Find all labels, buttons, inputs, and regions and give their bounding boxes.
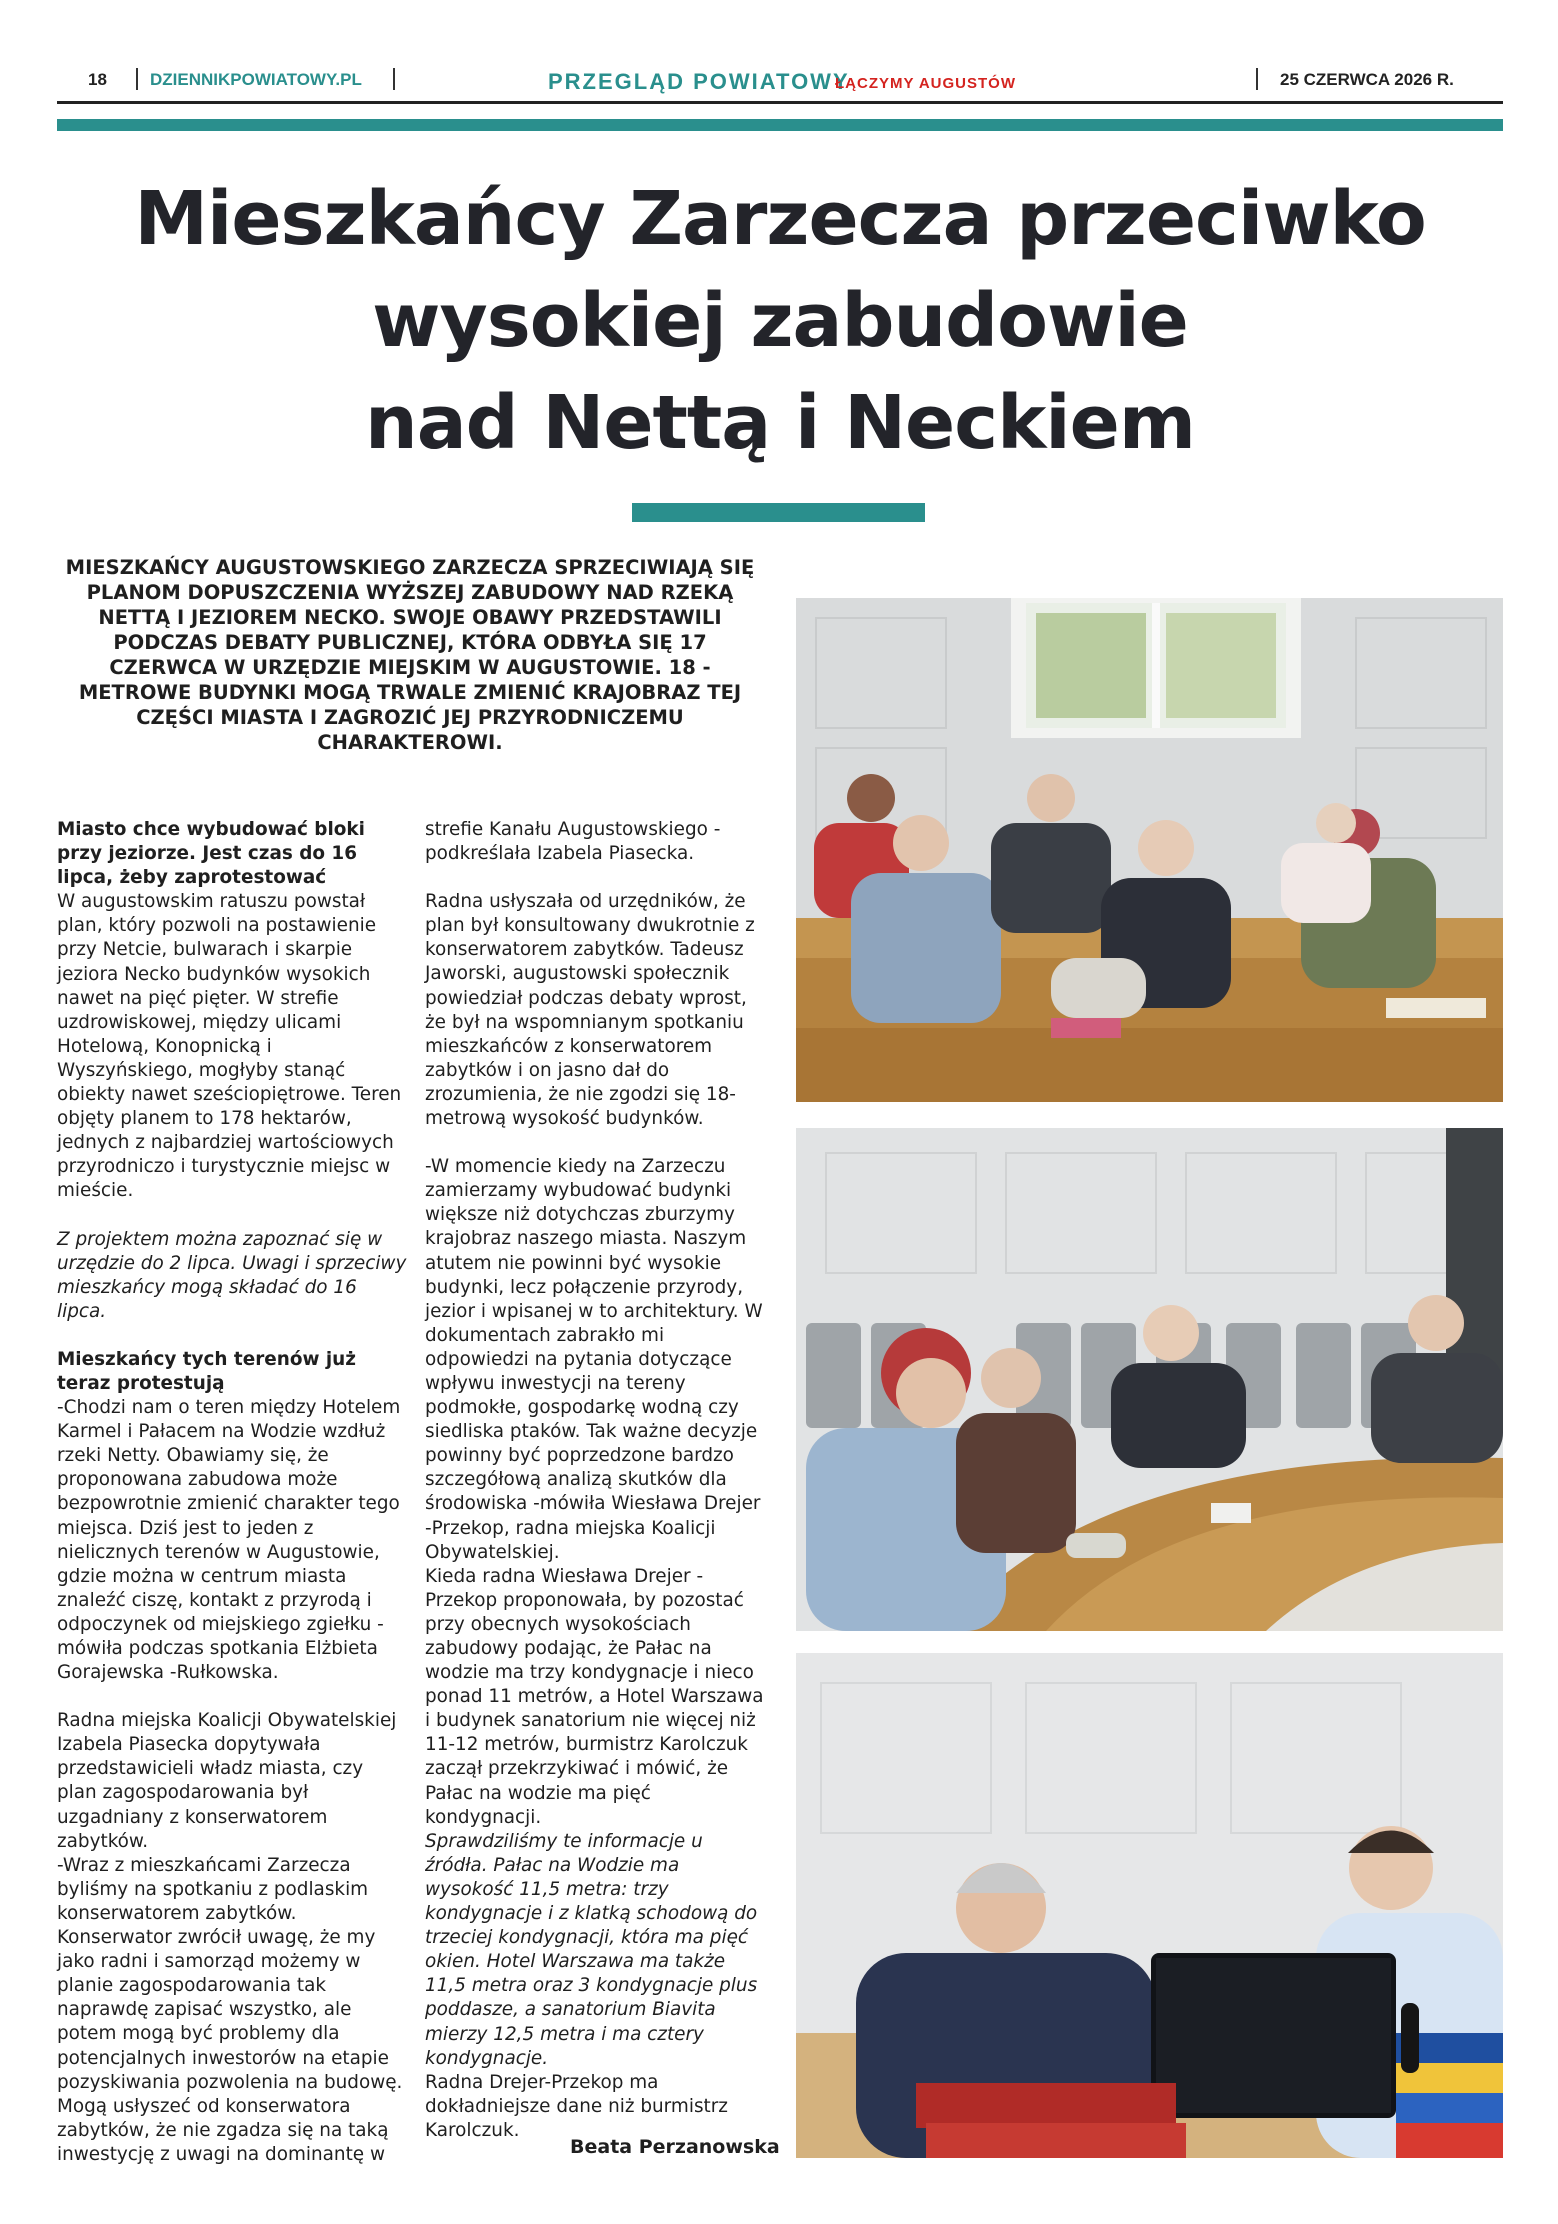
header-divider	[136, 68, 138, 90]
accent-band	[57, 119, 1503, 131]
paragraph: -Wraz z mieszkańcami Zarzecza byliśmy na spotkaniu z podlaskim konserwatorem zabytków. Konserwator zwrócił uwagę, że my jako radni i samorząd możemy w planie zagospodarowania tak naprawdę zapisać wszystko, ale potem mogą być problemy dla potencjalnych inwestorów na etapie pozyskiwania pozwolenia na budowę. Mogą usłyszeć od konserwatora zabytków, że nie zgadza się na taką inwestycję z uwagi na dominantę w	[57, 1854, 403, 2165]
title-line: Mieszkańcy Zarzecza przeciwko	[134, 176, 1426, 262]
header-divider	[1256, 68, 1258, 90]
paragraph: Radna miejska Koalicji Obywatelskiej Izabela Piasecka dopytywała przedstawicieli władz miasta, czy plan zagospodarowania był uzgadniany z konserwatorem zabytków.	[57, 1710, 397, 1852]
paragraph-note: Sprawdziliśmy te informacje u źródła. Pałac na Wodzie ma wysokość 11,5 metra: trzy kondygnacje i z klatką schodową do trzeciej kondygnacji, która ma pięć okien. Hotel Warszawa ma także 11,5 metra oraz 3 kondygnacje plus poddasze, a sanatorium Biavita mierzy 12,5 metra i ma cztery kondygnacje.	[425, 1830, 758, 2069]
site-link[interactable]: DZIENNIKPOWIATOWY.PL	[150, 70, 362, 89]
paragraph: Radna Drejer-Przekop ma dokładniejsze dane niż burmistrz Karolczuk.	[425, 2071, 728, 2141]
page-number: 18	[88, 70, 107, 89]
paragraph-note: Z projektem można zapoznać się w urzędzie do 2 lipca. Uwagi i sprzeciwy mieszkańcy mogą składać do 16 lipca.	[57, 1228, 407, 1322]
text-column-1	[57, 818, 407, 2167]
photo-meeting-2	[796, 1128, 1503, 1631]
photo-officials	[796, 1653, 1503, 2158]
title-line: nad Nettą i Neckiem	[365, 380, 1195, 466]
paragraph: W augustowskim ratuszu powstał plan, który pozwoli na postawienie przy Netcie, bulwarach i skarpie jeziora Necko budynków wysokich nawet na pięć pięter. W strefie uzdrowiskowej, między ulicami Hotelową, Konopnicką i Wyszyńskiego, mogłyby stanąć obiekty nawet sześciopiętrowe. Teren objęty planem to 178 hektarów, jednych z najbardziej wartościowych przyrodniczo i turystycznie miejsc w mieście.	[57, 891, 402, 1202]
header-rule	[57, 101, 1503, 104]
text-column-2	[425, 818, 770, 2143]
subheading: Miasto chce wybudować bloki przy jeziorze. Jest czas do 16 lipca, żeby zaprotestować	[57, 819, 365, 889]
header-divider	[393, 68, 395, 90]
paragraph: -W momencie kiedy na Zarzeczu zamierzamy wybudować budynki większe niż dotychczas zburzymy krajobraz naszego miasta. Naszym atutem nie powinni być wysokie budynki, lecz połączenie przyrody, jezior i wpisanej w to architektury. W dokumentach zabrakło mi odpowiedzi na pytania dotyczące wpływu inwestycji na tereny podmokłe, gospodarkę wodną czy siedliska ptaków. Tak ważne decyzje powinny być poprzedzone bardzo szczegółową analizą skutków dla środowiska -mówiła Wiesława Drejer -Przekop, radna miejska Koalicji Obywatelskiej.	[425, 1156, 763, 1563]
article-lead: MIESZKAŃCY AUGUSTOWSKIEGO ZARZECZA SPRZECIWIAJĄ SIĘ PLANOM DOPUSZCZENIA WYŻSZEJ ZABUDOWY NAD RZEKĄ NETTĄ I JEZIOREM NECKO. SWOJE OBAWY PRZEDSTAWILI PODCZAS DEBATY PUBLICZNEJ, KTÓRA ODBYŁA SIĘ 17 CZERWCA W URZĘDZIE MIEJSKIM W AUGUSTOWIE. 18 -METROWE BUDYNKI MOGĄ TRWALE ZMIENIĆ KRAJOBRAZ TEJ CZĘŚCI MIASTA I ZAGROZIĆ JEJ PRZYRODNICZEMU CHARAKTEROWI.	[65, 556, 755, 754]
article-title	[80, 168, 1480, 474]
title-accent-bar	[632, 503, 925, 522]
brand-name: PRZEGLĄD POWIATOWY	[548, 69, 850, 94]
subheading: Mieszkańcy tych terenów już teraz protestują	[57, 1348, 356, 1394]
brand-tagline: ŁĄCZYMY AUGUSTÓW	[835, 75, 1016, 92]
photo-meeting-1	[796, 598, 1503, 1102]
paragraph: strefie Kanału Augustowskiego -podkreślała Izabela Piasecka.	[425, 819, 721, 865]
paragraph: -Chodzi nam o teren między Hotelem Karmel i Pałacem na Wodzie wzdłuż rzeki Netty. Obawiamy się, że proponowana zabudowa może bezpowrotnie zmienić charakter tego miejsca. Dziś jest to jeden z nielicznych terenów w Augustowie, gdzie można w centrum miasta znaleźć ciszę, kontakt z przyrodą i odpoczynek od miejskiego zgiełku -mówiła podczas spotkania Elżbieta Gorajewska -Rułkowska.	[57, 1397, 401, 1684]
issue-date: 25 CZERWCA 2026 R.	[1280, 70, 1454, 89]
paragraph: Radna usłyszała od urzędników, że plan był konsultowany dwukrotnie z konserwatorem zabytków. Tadeusz Jaworski, augustowski społecznik powiedział podczas debaty wprost, że był na wspomnianym spotkaniu mieszkańców z konserwatorem zabytków i on jasno dał do zrozumienia, że nie zgodzi się 18-metrową wysokość budynków.	[425, 891, 755, 1130]
author-byline: Beata Perzanowska	[570, 2136, 780, 2158]
paragraph: Kieda radna Wiesława Drejer -Przekop proponowała, by pozostać przy obecnych wysokościach zabudowy podając, że Pałac na wodzie ma trzy kondygnacje i nieco ponad 11 metrów, a Hotel Warszawa i budynek sanatorium nie więcej niż 11-12 metrów, burmistrz Karolczuk zaczął przekrzykiwać i mówić, że Pałac na wodzie ma pięć kondygnacji.	[425, 1565, 764, 1828]
title-line: wysokiej zabudowie	[372, 278, 1188, 364]
